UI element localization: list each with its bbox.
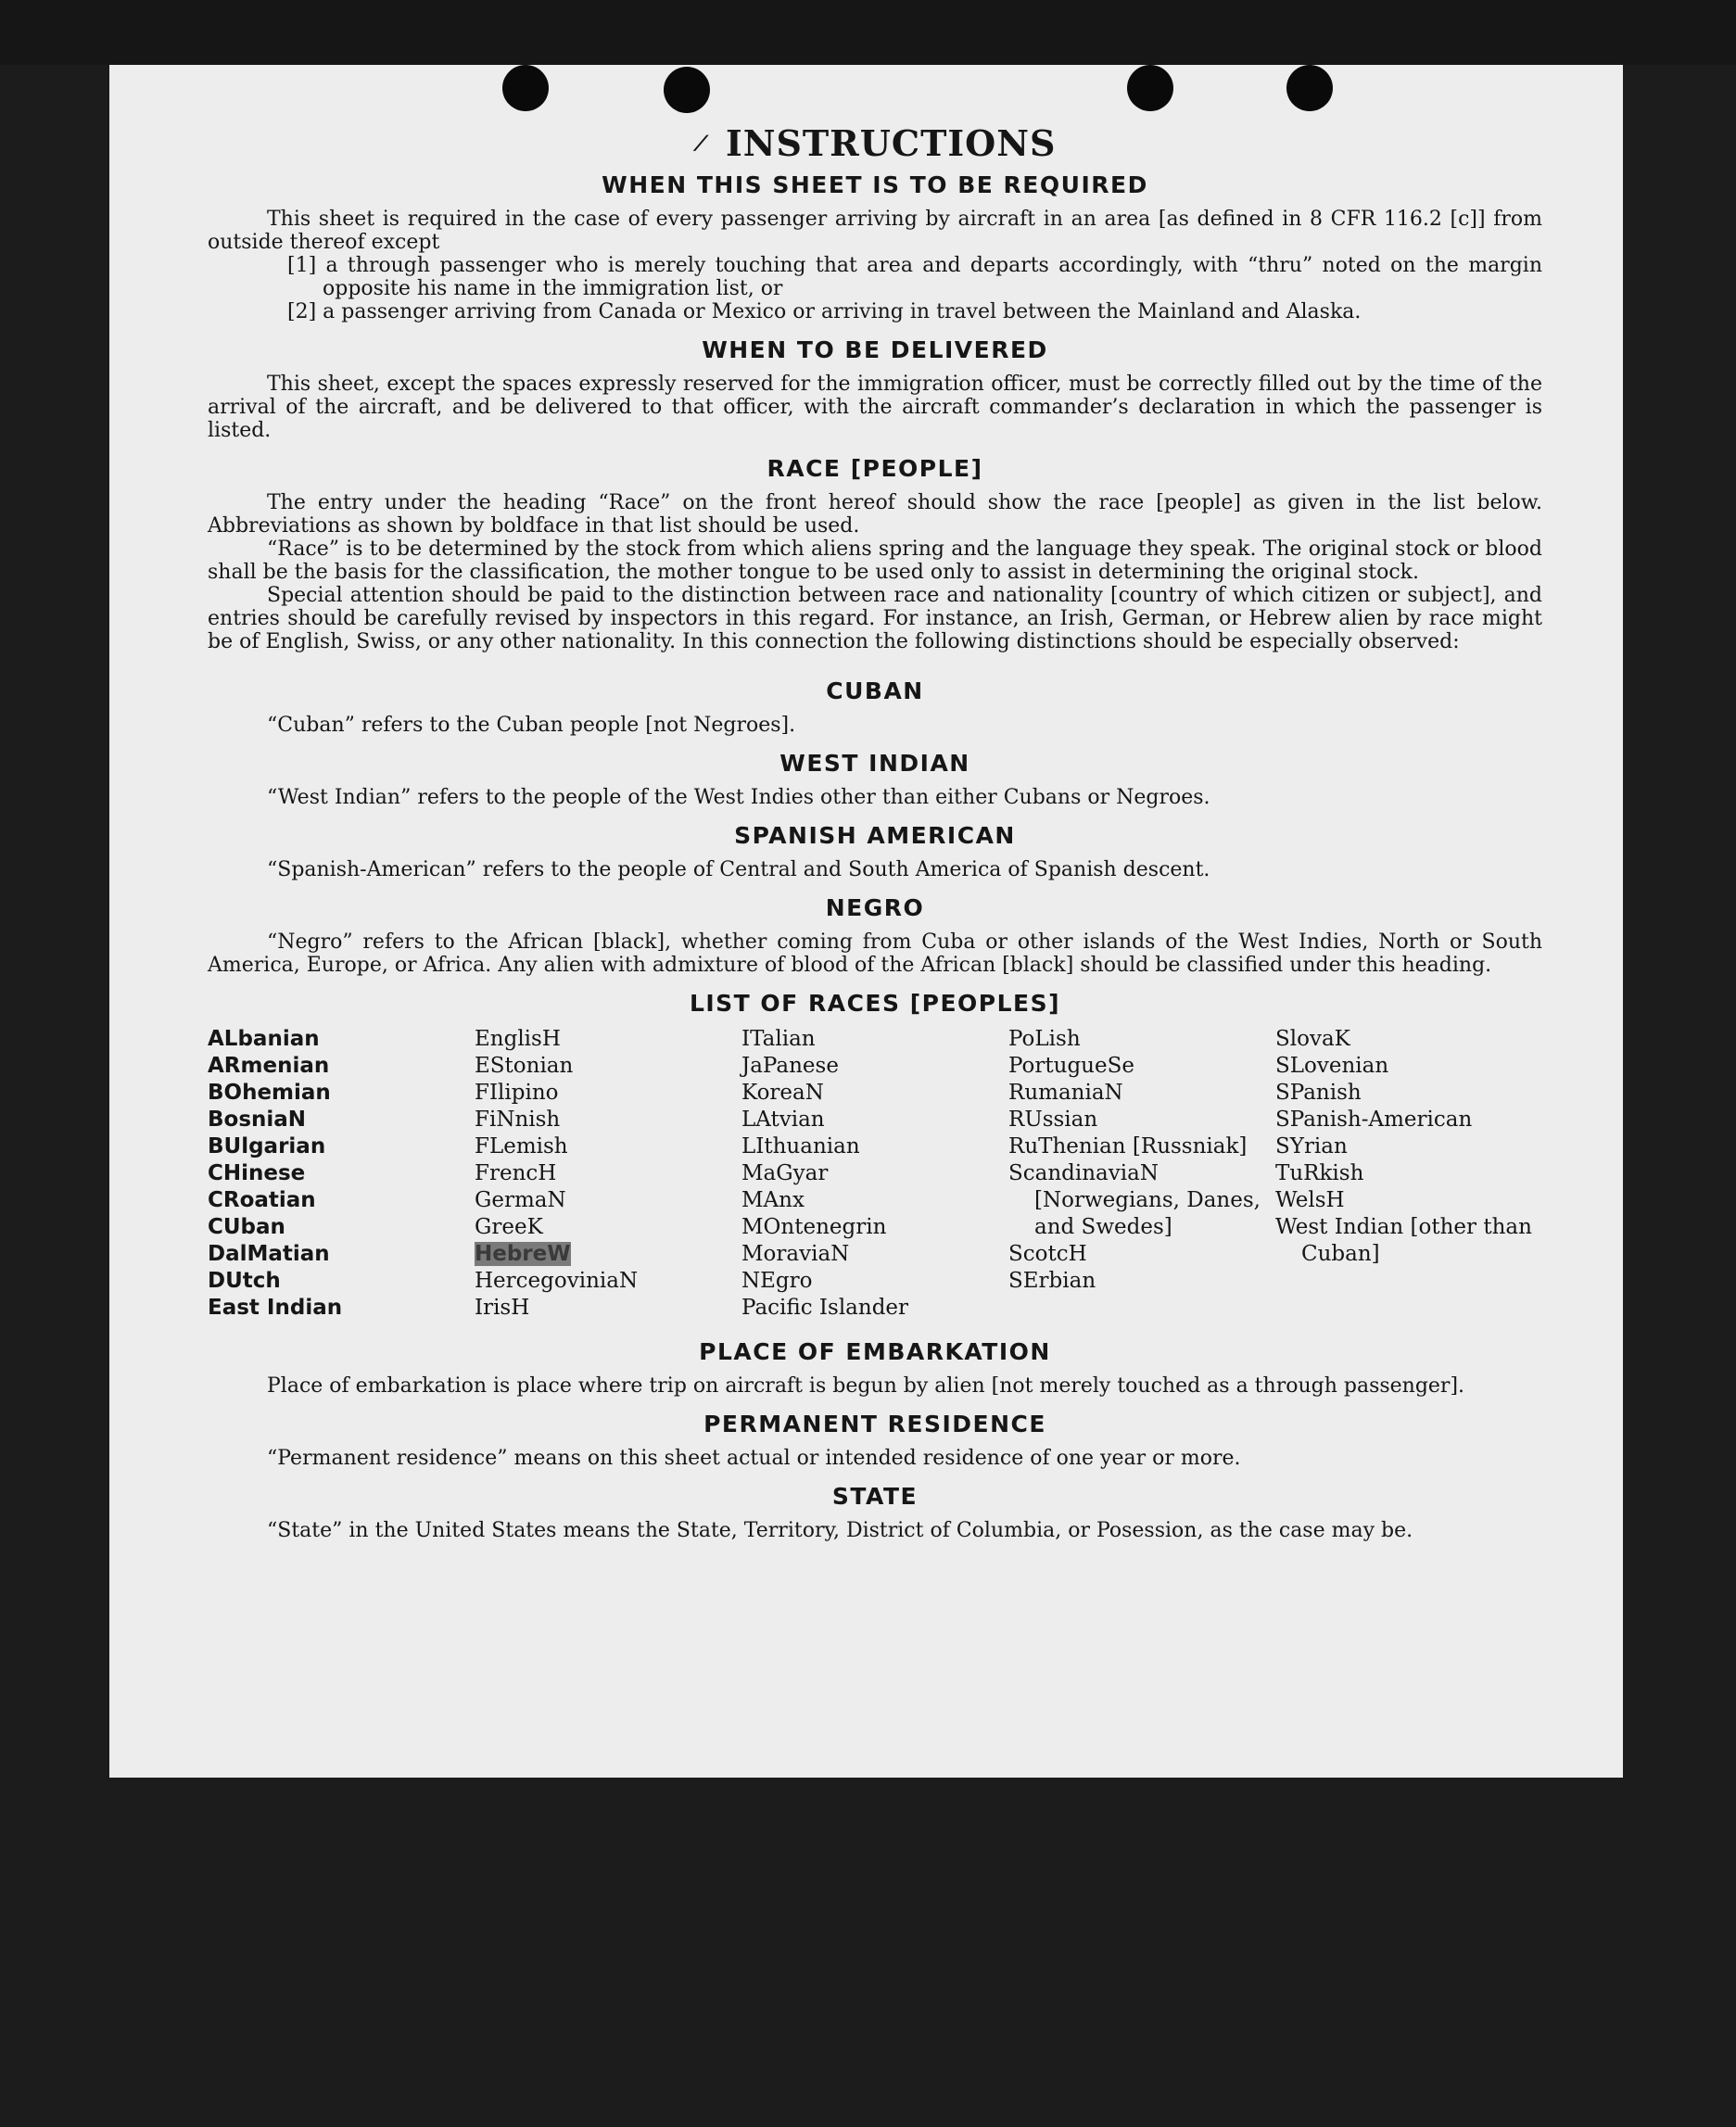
required-item-1: [1] a through passenger who is merely touching that area and departs accordingly, with “thru” noted on the margin opposite his name in the immigration list, or	[287, 254, 1542, 300]
heading-residence: PERMANENT RESIDENCE	[703, 1411, 1046, 1437]
heading-delivered: WHEN TO BE DELIVERED	[702, 336, 1048, 363]
race-item: FrencH	[475, 1161, 557, 1185]
race-item: EStonian	[475, 1054, 574, 1078]
race-item: ScotcH	[1008, 1242, 1087, 1266]
race-item: LIthuanian	[741, 1134, 860, 1158]
race-item: BOhemian	[208, 1081, 331, 1105]
race-item: MAnx	[741, 1188, 805, 1212]
race-item: SErbian	[1008, 1269, 1096, 1293]
race-item: RuThenian [Russniak]	[1008, 1134, 1248, 1158]
race-item: GermaN	[475, 1188, 566, 1212]
delivered-text: This sheet, except the spaces expressly reserved for the immigration officer, must be correctly filled out by the time of the arrival of the aircraft, and be delivered to that officer, with the aircraft commander’s declaration in which the passenger is listed.	[208, 373, 1542, 442]
race-item: RumaniaN	[1008, 1081, 1123, 1105]
race-item: LAtvian	[741, 1108, 825, 1132]
heading-races-list: LIST OF RACES [PEOPLES]	[689, 990, 1061, 1017]
required-intro: This sheet is required in the case of every passenger arriving by aircraft in an area [as defined in 8 CFR 116.2 [c]] from outside thereof except	[208, 208, 1542, 254]
race-item: SYrian	[1275, 1134, 1348, 1158]
race-item-struck: HebreW	[475, 1242, 571, 1266]
race-item: ITalian	[741, 1027, 816, 1051]
punch-hole	[1286, 65, 1333, 111]
heading-negro: NEGRO	[825, 894, 925, 921]
race-item: HercegoviniaN	[475, 1269, 639, 1293]
race-item: FiNnish	[475, 1108, 561, 1132]
race-item: ARmenian	[208, 1054, 330, 1078]
embarkation-text: Place of embarkation is place where trip on aircraft is begun by alien [not merely touched as a through passenger].	[267, 1374, 1465, 1398]
negro-text: “Negro” refers to the African [black], whether coming from Cuba or other islands of the West Indies, North or South America, Europe, or Africa. Any alien with admixture of blood of the African [black] should be classified under this heading.	[208, 931, 1542, 977]
state-text: “State” in the United States means the State, Territory, District of Columbia, or Posession, as the case may be.	[267, 1519, 1413, 1542]
race-paragraph-2: “Race” is to be determined by the stock from which aliens spring and the language they speak. The original stock or blood shall be the basis for the classification, the mother tongue to be used only to assist in determining the original stock.	[208, 538, 1542, 584]
race-item: RUssian	[1008, 1108, 1098, 1132]
race-paragraph-3: Special attention should be paid to the distinction between race and nationality [country of which citizen or subject], and entries should be carefully revised by inspectors in this regard. For instance, an Irish, German, or Hebrew alien by race might be of English, Swiss, or any other nationality. In this connection the following distinctions should be especially observed:	[208, 584, 1542, 653]
punch-hole	[1127, 65, 1173, 111]
heading-race: RACE [PEOPLE]	[767, 455, 983, 482]
spanish-american-text: “Spanish-American” refers to the people of Central and South America of Spanish descent.	[267, 858, 1210, 881]
race-item: MaGyar	[741, 1161, 829, 1185]
race-item: TuRkish	[1275, 1161, 1364, 1185]
race-item: West Indian [other than Cuban]	[1275, 1215, 1540, 1266]
races-column	[475, 1026, 741, 1322]
race-item: SlovaK	[1275, 1027, 1350, 1051]
document-page	[109, 65, 1623, 1778]
race-item: CUban	[208, 1215, 285, 1239]
race-item: DalMatian	[208, 1242, 330, 1266]
punch-hole	[502, 65, 549, 111]
race-item: JaPanese	[741, 1054, 839, 1078]
heading-west-indian: WEST INDIAN	[779, 750, 970, 777]
races-column	[1008, 1026, 1275, 1322]
race-item: GreeK	[475, 1215, 543, 1239]
race-item: MoraviaN	[741, 1242, 850, 1266]
cuban-text: “Cuban” refers to the Cuban people [not Negroes].	[267, 714, 796, 737]
races-column	[208, 1026, 475, 1322]
race-item: SLovenian	[1275, 1054, 1389, 1078]
race-item: PortugueSe	[1008, 1054, 1134, 1078]
race-item: SPanish	[1275, 1081, 1362, 1105]
race-item: NEgro	[741, 1269, 813, 1293]
race-item: PoLish	[1008, 1027, 1081, 1051]
instructions-content	[208, 122, 1542, 1542]
race-item: DUtch	[208, 1269, 281, 1293]
race-paragraph-1: The entry under the heading “Race” on the front hereof should show the race [people] as given in the list below. Abbreviations as shown by boldface in that list should be used.	[208, 491, 1542, 538]
race-item: CRoatian	[208, 1188, 316, 1212]
heading-required: WHEN THIS SHEET IS TO BE REQUIRED	[602, 171, 1148, 198]
pen-mark-icon: ⟋	[693, 132, 709, 156]
race-item: BosniaN	[208, 1108, 307, 1132]
races-column	[741, 1026, 1008, 1322]
residence-text: “Permanent residence” means on this sheet actual or intended residence of one year or more.	[267, 1447, 1241, 1470]
race-item: BUlgarian	[208, 1134, 326, 1158]
race-item: FLemish	[475, 1134, 568, 1158]
race-item: MOntenegrin	[741, 1215, 887, 1239]
races-list	[208, 1026, 1542, 1322]
race-item: FIlipino	[475, 1081, 559, 1105]
race-item: Pacific Islander	[741, 1296, 909, 1320]
page-title: ⟋ INSTRUCTIONS	[693, 122, 1057, 164]
race-item: ScandinaviaN [Norwegians, Danes, and Swedes]	[1008, 1161, 1268, 1239]
heading-embarkation: PLACE OF EMBARKATION	[699, 1338, 1051, 1365]
heading-state: STATE	[831, 1483, 919, 1510]
race-item: ALbanian	[208, 1027, 320, 1051]
race-item: SPanish-American	[1275, 1108, 1473, 1132]
race-item: EnglisH	[475, 1027, 561, 1051]
races-column	[1275, 1026, 1542, 1322]
race-item: WelsH	[1275, 1188, 1345, 1212]
race-item: CHinese	[208, 1161, 306, 1185]
race-item: East Indian	[208, 1296, 343, 1320]
punch-hole	[664, 67, 710, 113]
scan-border	[0, 0, 1736, 65]
required-item-2: [2] a passenger arriving from Canada or Mexico or arriving in travel between the Mainland and Alaska.	[287, 300, 1362, 323]
race-item: KoreaN	[741, 1081, 824, 1105]
west-indian-text: “West Indian” refers to the people of the West Indies other than either Cubans or Negroes.	[267, 786, 1210, 809]
race-item: IrisH	[475, 1296, 530, 1320]
heading-cuban: CUBAN	[826, 677, 924, 704]
heading-spanish-american: SPANISH AMERICAN	[734, 822, 1016, 849]
